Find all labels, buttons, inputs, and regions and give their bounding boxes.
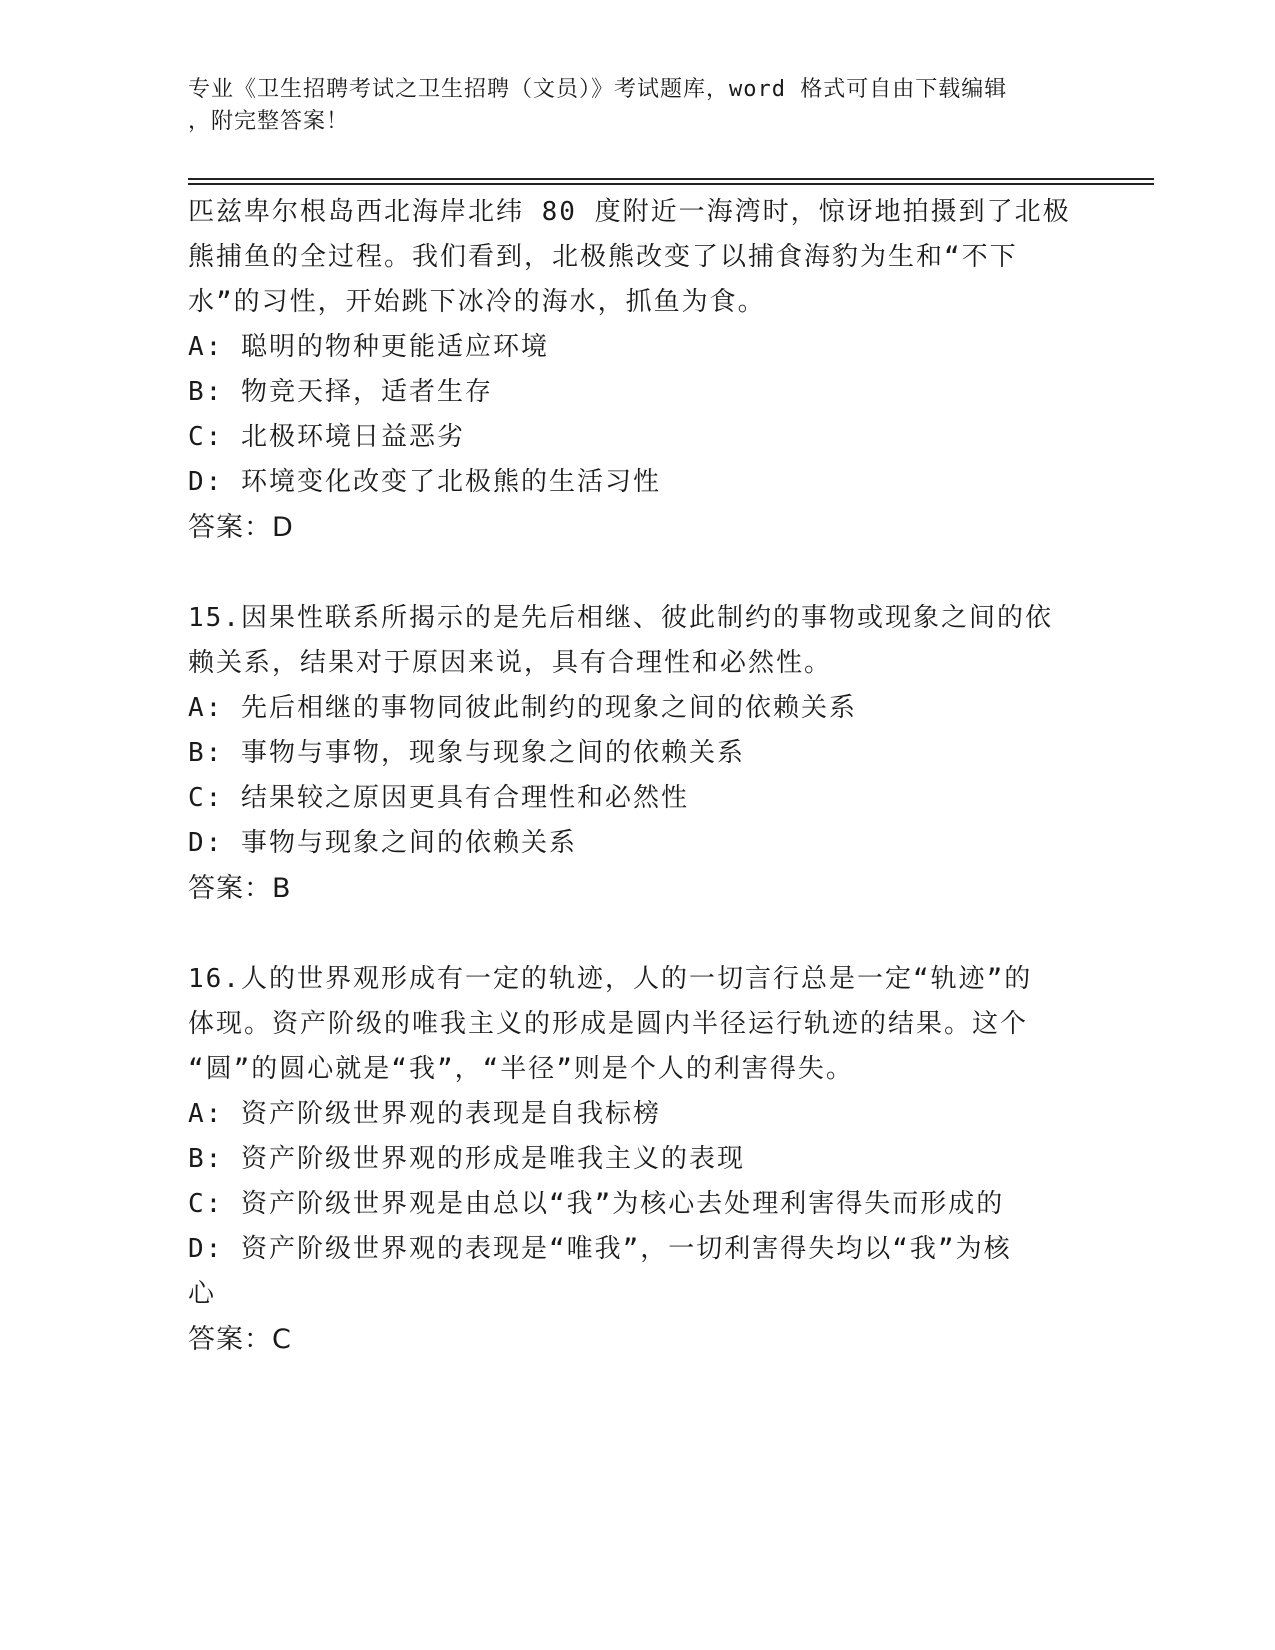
header-line-2: ，附完整答案！ — [188, 109, 350, 134]
option-a: A: 先后相继的事物同彼此制约的现象之间的依赖关系 — [188, 693, 857, 723]
question-list — [188, 190, 1088, 1362]
option-c: C: 结果较之原因更具有合理性和必然性 — [188, 783, 689, 813]
option-d: D: 环境变化改变了北极熊的生活习性 — [188, 467, 661, 497]
question-spacer — [188, 550, 1088, 596]
question-stem-line: 16.人的世界观形成有一定的轨迹，人的一切言行总是一定“轨迹”的 — [188, 964, 1033, 994]
option-d: D: 事物与现象之间的依赖关系 — [188, 828, 577, 858]
answer-line: 答案：C — [188, 1324, 292, 1355]
answer-line: 答案：B — [188, 873, 292, 904]
option-c: C: 北极环境日益恶劣 — [188, 422, 465, 452]
option-b: B: 资产阶级世界观的形成是唯我主义的表现 — [188, 1144, 745, 1174]
question-14 — [188, 190, 1088, 550]
header-divider-top — [188, 178, 1154, 180]
option-b: B: 物竞天择，适者生存 — [188, 377, 493, 407]
option-a: A: 资产阶级世界观的表现是自我标榜 — [188, 1099, 661, 1129]
option-b: B: 事物与事物，现象与现象之间的依赖关系 — [188, 738, 745, 768]
option-a: A: 聪明的物种更能适应环境 — [188, 332, 549, 362]
answer-line: 答案：D — [188, 512, 294, 543]
question-stem-line: 15.因果性联系所揭示的是先后相继、彼此制约的事物或现象之间的依 — [188, 603, 1053, 633]
question-stem-line: “圆”的圆心就是“我”，“半径”则是个人的利害得失。 — [188, 1054, 854, 1084]
question-15 — [188, 596, 1088, 911]
question-stem-line: 熊捕鱼的全过程。我们看到，北极熊改变了以捕食海豹为生和“不下 — [188, 242, 1018, 272]
question-stem-line: 赖关系，结果对于原因来说，具有合理性和必然性。 — [188, 648, 833, 678]
question-spacer — [188, 911, 1088, 957]
question-16 — [188, 957, 1088, 1362]
option-d-continued: 心 — [188, 1279, 217, 1309]
header-line-1: 专业《卫生招聘考试之卫生招聘（文员）》考试题库，word 格式可自由下载编辑 — [188, 77, 1008, 102]
header-divider-bottom — [188, 183, 1154, 185]
question-stem-line: 水”的习性，开始跳下冰冷的海水，抓鱼为食。 — [188, 287, 766, 317]
option-c: C: 资产阶级世界观是由总以“我”为核心去处理利害得失而形成的 — [188, 1189, 1005, 1219]
option-d: D: 资产阶级世界观的表现是“唯我”，一切利害得失均以“我”为核 — [188, 1234, 1012, 1264]
question-stem-line: 体现。资产阶级的唯我主义的形成是圆内半径运行轨迹的结果。这个 — [188, 1009, 1029, 1039]
page-header — [188, 74, 1088, 138]
question-stem-line: 匹兹卑尔根岛西北海岸北纬 80 度附近一海湾时，惊讶地拍摄到了北极 — [188, 197, 1071, 227]
